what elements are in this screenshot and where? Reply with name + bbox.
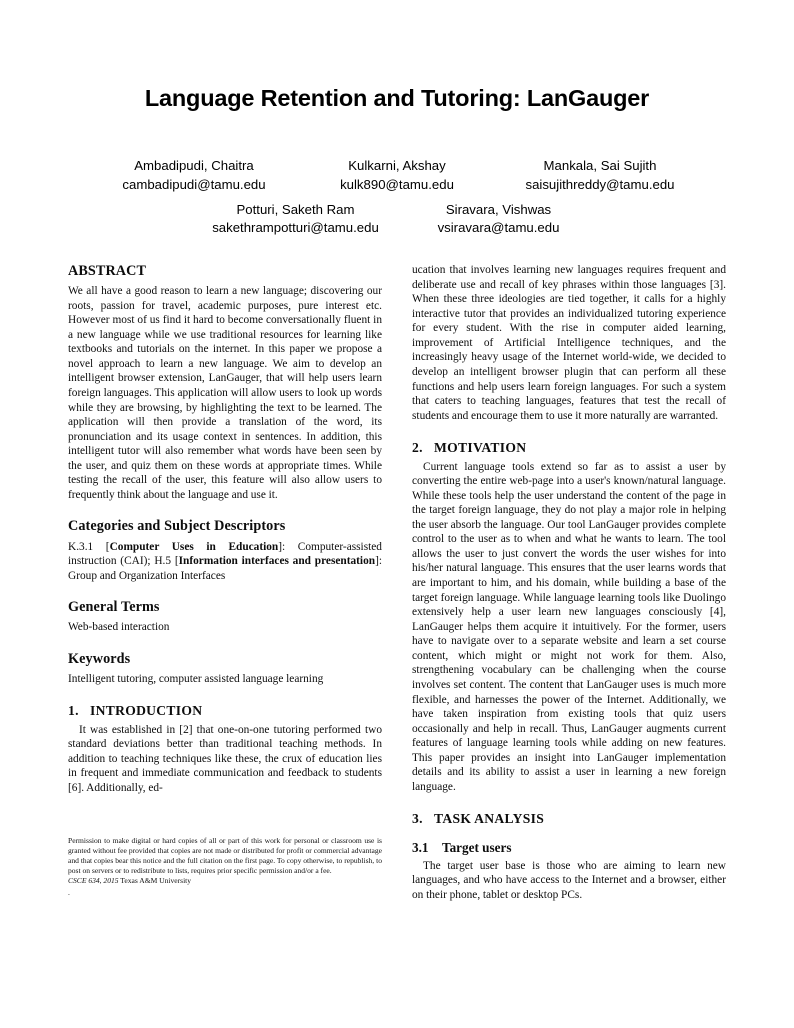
author-row — [62, 157, 732, 193]
keywords-heading: Keywords — [68, 650, 131, 667]
section-title: TASK ANALYSIS — [434, 811, 545, 827]
section-number: 1. — [68, 703, 79, 719]
author-entry — [296, 157, 499, 193]
subsection-heading-target-users — [412, 840, 726, 856]
categories-heading: Categories and Subject Descriptors — [68, 518, 286, 535]
abstract-heading: ABSTRACT — [68, 263, 147, 279]
spacer — [68, 635, 382, 651]
author-name: Potturi, Saketh Ram — [236, 201, 355, 217]
copyright-trailing-mark: . — [68, 888, 70, 898]
author-email: cambadipudi@tamu.edu — [122, 176, 266, 192]
author-entry — [499, 157, 702, 193]
target-users-text: The target user base is those who are aiming to learn new languages, and who have access to the Internet and a browser, either on their phone, tablet or desktop PCs. — [412, 859, 726, 901]
section-heading-task-analysis — [412, 811, 726, 827]
copyright-university: Texas A&M University — [120, 876, 192, 886]
section-title: INTRODUCTION — [90, 703, 203, 719]
author-row — [62, 201, 732, 237]
categories-bold1: Computer Uses in Education — [109, 540, 279, 553]
author-name: Kulkarni, Akshay — [348, 158, 446, 174]
abstract-text: We all have a good reason to learn a new language; discovering our roots, passion for travel, academic purposes, pure interest etc. However most of us find it hard to become conversationally fluent in a new language while we use traditional resources for learning like textbooks and tutorials on the internet. In this paper we propose a novel approach to learn a new language. We aim to develop an intelligent browser extension, LanGauger, that will help users learn foreign languages. This application will allow users to look up words while they are browsing, by highlighting the text to be learned. The application will then provide a translation of the word, its pronunciation and its usage context in sentences. In addition, this intelligent tutor will also remember what words have been seen by the user, and quiz them on these words at appropriate times. While testing the recall of the user, this feature will also allow users to frequently think about the language and use it. — [68, 285, 382, 501]
author-entry — [194, 201, 397, 237]
subsection-title: Target users — [442, 839, 512, 855]
categories-text — [68, 540, 382, 584]
general-terms-heading: General Terms — [68, 599, 160, 616]
left-column — [68, 263, 382, 902]
subsection-number: 3.1 — [412, 839, 429, 855]
introduction-text: It was established in [2] that one-on-one tutoring performed two standard deviations better than traditional teaching methods. In addition to teaching techniques like these, the crux of education lies in frequent and immediate communication and feedback to students [6]. Additionally, ed- — [68, 723, 382, 794]
page-title: Language Retention and Tutoring: LanGauger — [144, 85, 650, 111]
section-title: MOTIVATION — [434, 440, 527, 456]
categories-part3: ]: Group and Organization Interfaces — [68, 555, 382, 582]
right-column — [412, 263, 726, 902]
spacer — [68, 583, 382, 599]
author-name: Ambadipudi, Chaitra — [134, 158, 254, 174]
author-block — [62, 157, 732, 237]
author-name: Siravara, Vishwas — [445, 201, 552, 217]
introduction-continued-text: ucation that involves learning new languages requires frequent and deliberate use and recall of key phrases within those languages [3]. When these three ideologies are tied together, it calls for a highly interactive tutor that provides an individualized tutoring experience for every student. With the rise in computer aided learning, improvement of Artificial Intelligence techniques, and the increasingly heavy usage of the Internet world-wide, we decided to develop an intelligent browser plugin that can perform all these functions and help users learn foreign languages. For such a system that caters to teaching languages, features that test the recall of students and encourage them to use it more naturally are warranted. — [412, 264, 726, 422]
section-heading-motivation — [412, 440, 726, 456]
categories-part1: K.3.1 [ — [68, 540, 110, 553]
author-email: saisujithreddy@tamu.edu — [525, 176, 675, 192]
section-number: 2. — [412, 440, 423, 456]
author-name: Mankala, Sai Sujith — [543, 158, 657, 174]
copyright-block — [68, 836, 382, 898]
author-entry — [397, 201, 600, 237]
categories-part2: ]: Computer-assisted instruction (CAI); H.5 [ — [68, 540, 382, 568]
author-email: kulk890@tamu.edu — [340, 176, 454, 192]
copyright-venue: CSCE 634, 2015 — [68, 876, 119, 886]
motivation-text: Current language tools extend so far as to assist a user by converting the entire web-page into a user's known/natural language. While these tools help the user understand the content of the page in the target foreign language, they do not play a major role in helping the user absorb the language. Our tool LanGauger provides complete control to the user as to when and what he wants to learn. The tool allows the user to just convert the words the user wishes for into his/her natural language. This ensures that the user learns words that are important to him, and his domain, while building a base of the target foreign language. While language learning tools like Duolingo extensively help a user learn new languages consciously [4], LanGauger helps them acquire it intuitively. For the former, users have to navigate over to a separate website and learn a set course content, which might or might not work for them. Also, strengthening vocabulary can be challenging when the course involves set content. The content that LanGauger uses is much more flexible, and harnesses the power of the Internet. Additionally, we have taken inspiration from existing tools that quiz users occasionally and help in recall. Thus, LanGauger augments current features of language learning tools while adding on new features. This paper provides an insight into LanGauger implementation details and its ability to assist a user in learning a new foreign language. — [412, 460, 726, 793]
body-columns — [68, 263, 726, 902]
spacer — [68, 502, 382, 518]
section-heading-introduction — [68, 703, 382, 719]
copyright-venue-line — [68, 876, 382, 886]
title-block — [0, 0, 794, 237]
categories-bold2: Information interfaces and presentation — [178, 555, 376, 568]
author-email: vsiravara@tamu.edu — [437, 220, 560, 236]
copyright-permission-text: Permission to make digital or hard copies of all or part of this work for personal or classroom use is granted without fee provided that copies are not made or distributed for profit or commercial advantage and that copies bear this notice and the full citation on the first page. To copy otherwise, to republish, to post on servers or to redistribute to lists, requires prior specific permission and/or a fee. — [68, 836, 382, 876]
author-email: sakethrampotturi@tamu.edu — [212, 220, 379, 236]
section-number: 3. — [412, 811, 423, 827]
general-terms-text: Web-based interaction — [68, 621, 170, 634]
author-entry — [93, 157, 296, 193]
keywords-text: Intelligent tutoring, computer assisted language learning — [68, 672, 324, 685]
